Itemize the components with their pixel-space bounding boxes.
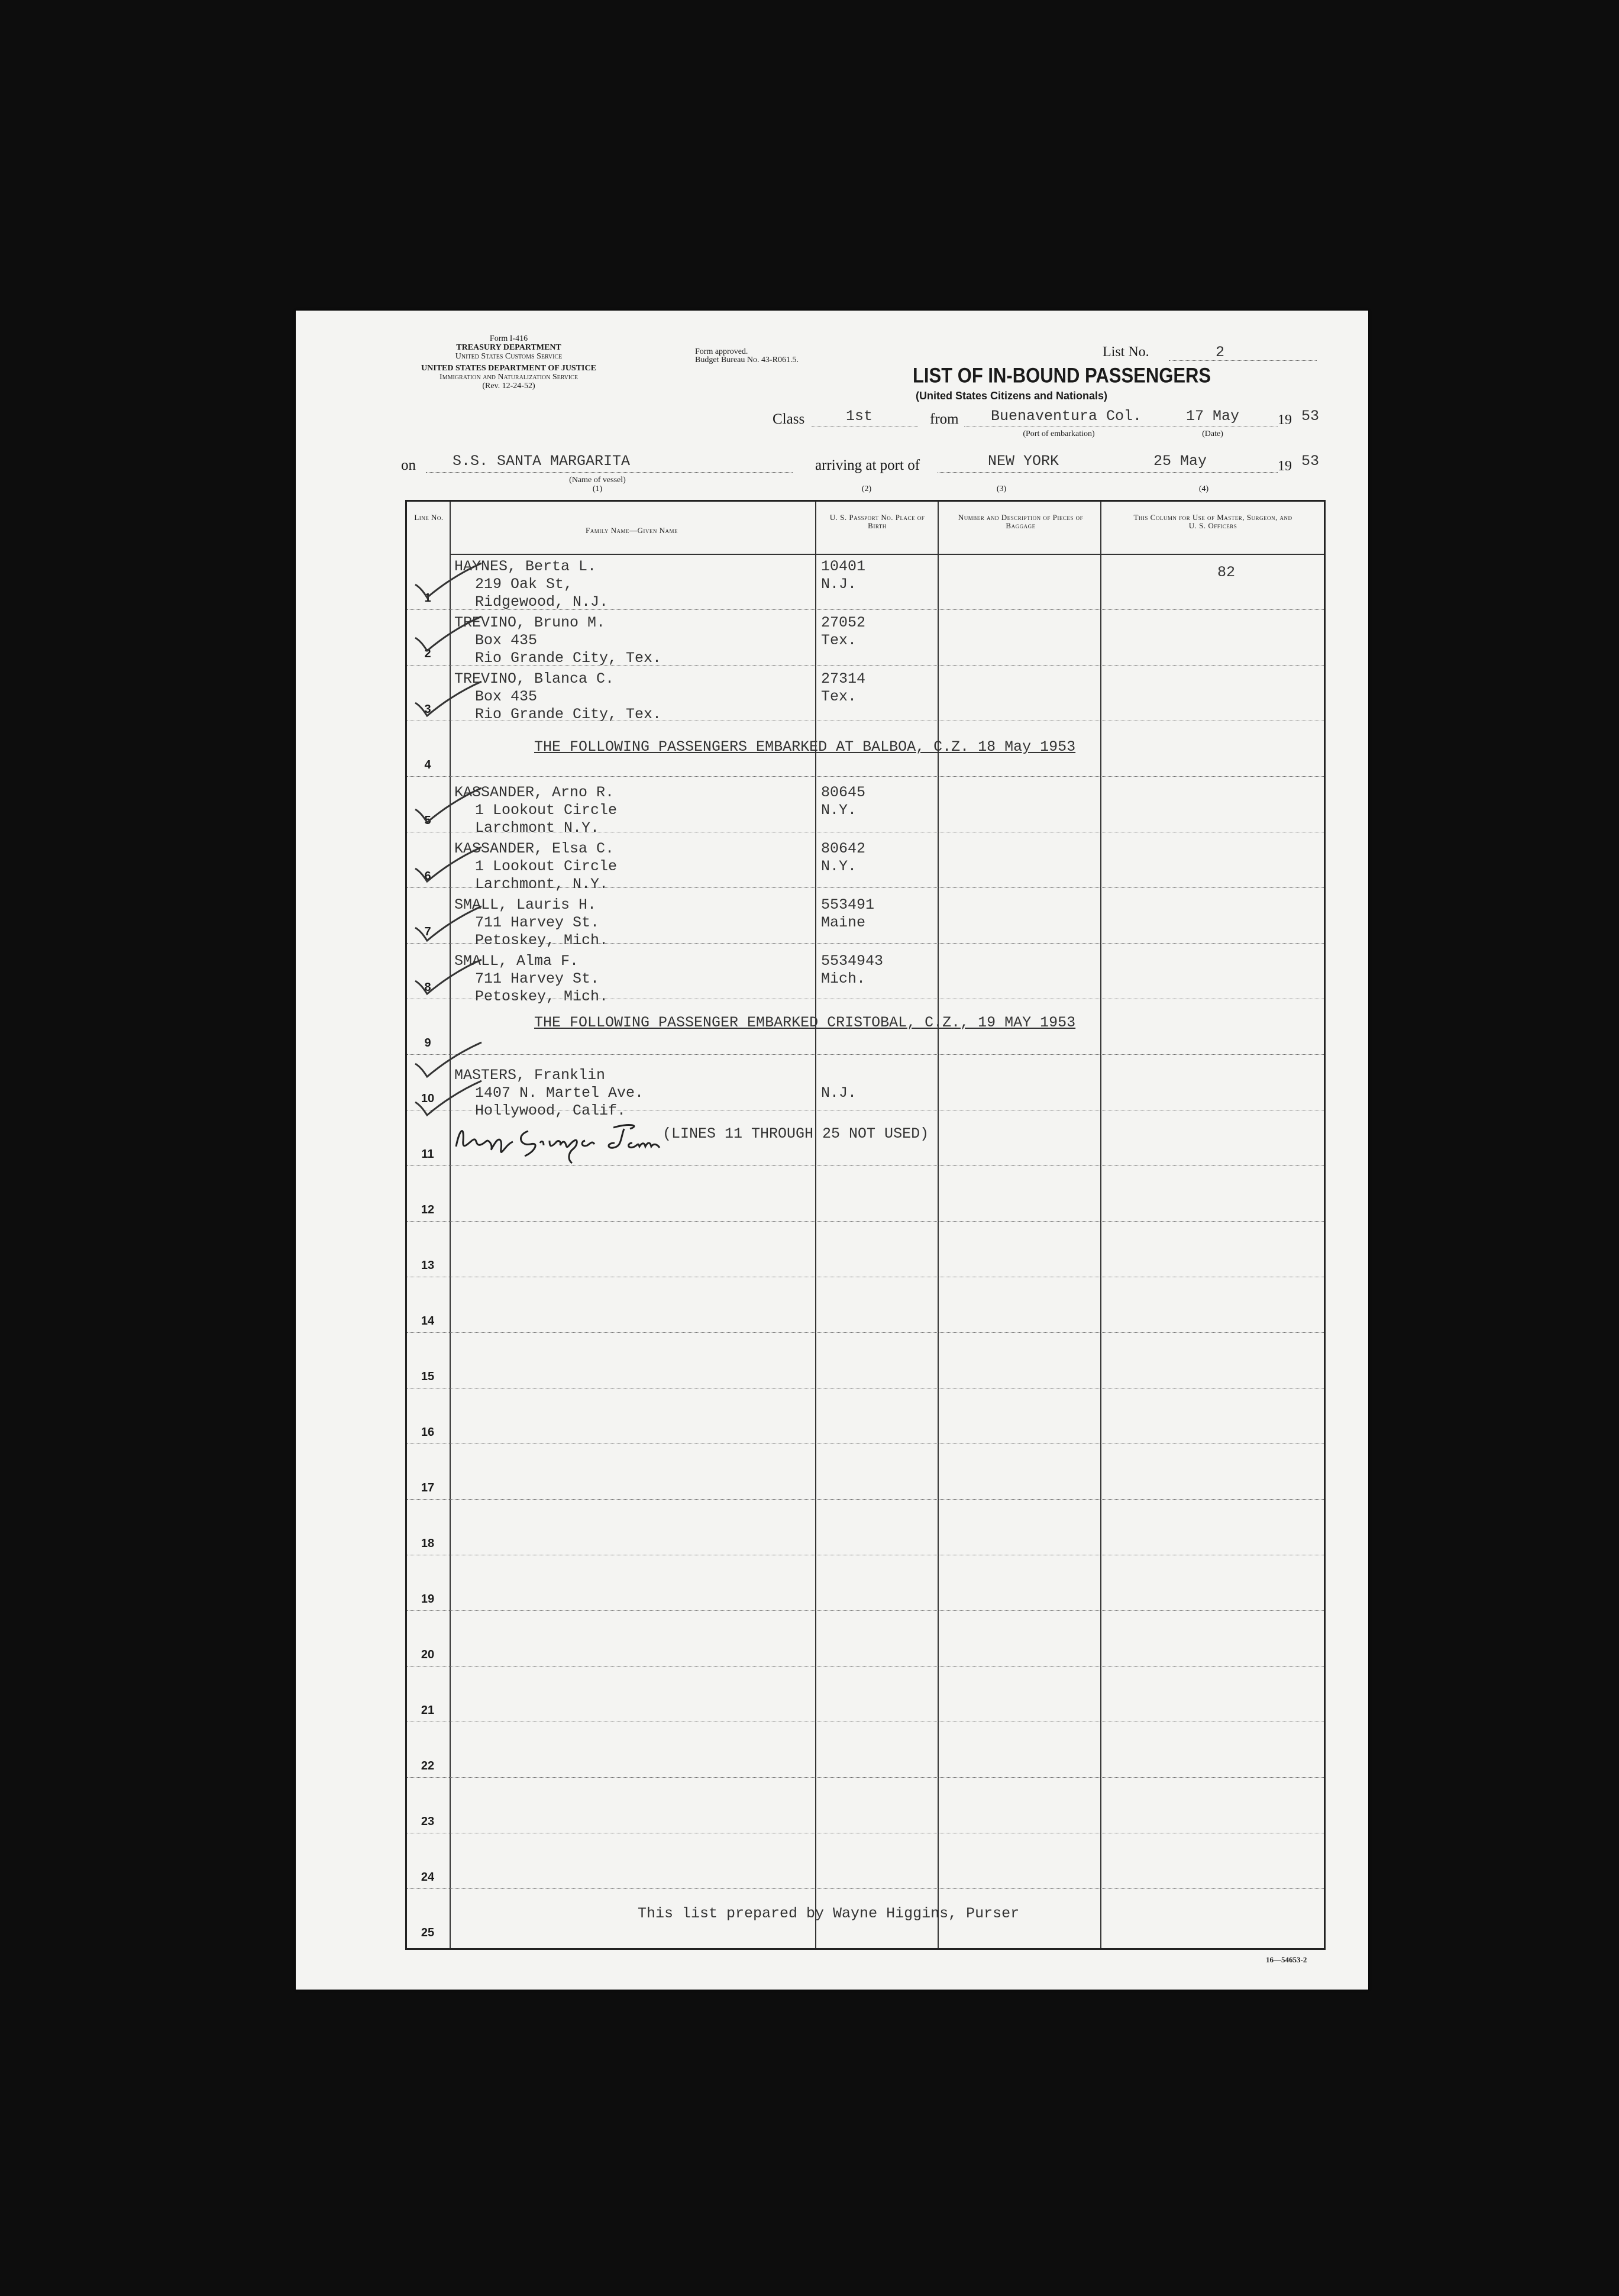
line-number: 13 <box>421 1259 435 1272</box>
row-divider <box>407 1499 1324 1500</box>
passport-number: 553491 <box>821 896 875 913</box>
line-number: 4 <box>424 758 431 771</box>
footer-code: 16—54653-2 <box>1266 1955 1307 1964</box>
from-year-prefix: 19 <box>1278 412 1292 428</box>
passenger-address-line2: Hollywood, Calif. <box>475 1102 626 1119</box>
row-divider <box>407 1332 1324 1333</box>
line-number: 14 <box>421 1315 435 1328</box>
place-of-birth: N.J. <box>821 576 857 593</box>
line-number: 11 <box>421 1148 434 1161</box>
check-mark <box>413 904 484 945</box>
line-number: 25 <box>421 1926 435 1939</box>
header-baggage: Number and Description of Pieces of Baggage <box>958 513 1084 530</box>
passenger-address-line1: 1 Lookout Circle <box>475 858 618 875</box>
arrival-year: 53 <box>1301 453 1320 470</box>
check-mark <box>413 1040 484 1081</box>
line-number: 24 <box>421 1871 435 1884</box>
header-rule <box>450 554 1324 555</box>
caption-4: (4) <box>1198 485 1209 493</box>
caption-1: (1) <box>592 485 603 493</box>
check-mark <box>413 786 484 827</box>
line-number: 7 <box>424 925 431 938</box>
passenger-name: KASSANDER, Elsa C. <box>454 840 615 857</box>
col-divider <box>938 502 939 1948</box>
lines-not-used: (LINES 11 THROUGH 25 NOT USED) <box>663 1125 929 1142</box>
check-mark <box>413 957 484 999</box>
passenger-name: TREVINO, Blanca C. <box>454 670 615 687</box>
officer-mark: 82 <box>1217 564 1236 581</box>
passenger-address-line2: Petoskey, Mich. <box>475 932 609 949</box>
row-divider <box>407 1888 1324 1889</box>
line-number: 2 <box>424 647 431 660</box>
line-number: 17 <box>421 1481 435 1494</box>
passenger-address-line2: Petoskey, Mich. <box>475 988 609 1005</box>
row-divider <box>407 776 1324 777</box>
passport-number: 10401 <box>821 558 866 575</box>
passenger-name: SMALL, Alma F. <box>454 952 579 970</box>
passenger-name: TREVINO, Bruno M. <box>454 614 606 631</box>
passenger-address-line1: 1 Lookout Circle <box>475 802 618 819</box>
treasury-department: TREASURY DEPARTMENT <box>456 343 561 352</box>
passport-number: 80645 <box>821 784 866 801</box>
passport-number: 27314 <box>821 670 866 687</box>
from-year: 53 <box>1301 408 1320 425</box>
class-value: 1st <box>846 408 873 425</box>
prepared-by: This list prepared by Wayne Higgins, Purser <box>638 1905 1020 1922</box>
row-divider <box>407 1666 1324 1667</box>
row-divider <box>407 1610 1324 1611</box>
line-number: 16 <box>421 1426 435 1439</box>
line-number: 12 <box>421 1203 435 1216</box>
place-of-birth: Tex. <box>821 632 857 649</box>
check-mark <box>413 561 484 602</box>
passport-number: 27052 <box>821 614 866 631</box>
place-of-birth: Mich. <box>821 970 866 987</box>
passport-number: 80642 <box>821 840 866 857</box>
header-officers: This Column for Use of Master, Surgeon, and U. S. Officers <box>1133 513 1292 530</box>
check-mark <box>413 845 484 886</box>
arrival-year-prefix: 19 <box>1278 458 1292 474</box>
header-line-no: Line No. <box>414 513 444 522</box>
vessel-line <box>426 472 793 473</box>
from-label: from <box>930 411 959 427</box>
class-label: Class <box>773 411 805 427</box>
caption-3: (3) <box>996 485 1007 493</box>
arrival-port: NEW YORK <box>988 453 1059 470</box>
list-no-label: List No. <box>1103 344 1149 360</box>
passenger-table <box>405 500 1326 1950</box>
justice-department: UNITED STATES DEPARTMENT OF JUSTICE <box>421 364 596 373</box>
form-subtitle: (United States Citizens and Nationals) <box>916 390 1108 402</box>
passenger-name: KASSANDER, Arno R. <box>454 784 615 801</box>
arriving-label: arriving at port of <box>815 457 920 473</box>
passenger-name: HAYNES, Berta L. <box>454 558 597 575</box>
date-caption: (Date) <box>1202 430 1223 438</box>
list-no-value: 2 <box>1216 344 1225 361</box>
passenger-address-line1: 711 Harvey St. <box>475 914 600 931</box>
row-divider <box>407 1777 1324 1778</box>
header-passport: U. S. Passport No. Place of Birth <box>829 513 925 530</box>
passenger-address-line2: Ridgewood, N.J. <box>475 593 609 611</box>
check-mark <box>413 614 484 655</box>
passenger-address-line1: 1407 N. Martel Ave. <box>475 1084 644 1102</box>
passenger-address-line1: 219 Oak St, <box>475 576 573 593</box>
from-port: Buenaventura Col. <box>991 408 1142 425</box>
check-mark <box>413 1078 484 1120</box>
inspector-signature <box>451 1117 670 1164</box>
line-number: 18 <box>421 1537 435 1550</box>
passenger-name: MASTERS, Franklin <box>454 1067 606 1084</box>
on-label: on <box>401 457 416 473</box>
col-divider <box>1100 502 1101 1948</box>
line-number: 19 <box>421 1593 435 1606</box>
form-title: LIST OF IN-BOUND PASSENGERS <box>913 363 1211 387</box>
customs-service: United States Customs Service <box>455 352 563 361</box>
passenger-address-line2: Larchmont, N.Y. <box>475 876 609 893</box>
passenger-address-line1: 711 Harvey St. <box>475 970 600 987</box>
line-number: 23 <box>421 1815 435 1828</box>
passenger-address-line1: Box 435 <box>475 632 538 649</box>
header-name: Family Name—Given Name <box>586 526 678 535</box>
passport-number: 5534943 <box>821 952 884 970</box>
place-of-birth: Maine <box>821 914 866 931</box>
line-number: 5 <box>424 814 431 827</box>
row-divider <box>407 1054 1324 1055</box>
passenger-address-line2: Rio Grande City, Tex. <box>475 650 662 667</box>
row-divider <box>407 1221 1324 1222</box>
immigration-service: Immigration and Naturalization Service <box>440 373 578 382</box>
line-number: 22 <box>421 1759 435 1772</box>
row-divider <box>407 1165 1324 1166</box>
place-of-birth: N.J. <box>821 1084 857 1102</box>
caption-2: (2) <box>861 485 872 493</box>
manifest-page <box>296 311 1368 1990</box>
line-number: 8 <box>424 981 431 994</box>
line-number: 10 <box>421 1092 435 1105</box>
line-number: 20 <box>421 1648 435 1661</box>
place-of-birth: Tex. <box>821 688 857 705</box>
passenger-address-line2: Rio Grande City, Tex. <box>475 706 662 723</box>
place-of-birth: N.Y. <box>821 858 857 875</box>
vessel-caption: (Name of vessel) <box>569 476 626 485</box>
line-number: 15 <box>421 1370 435 1383</box>
form-approved: Form approved. <box>695 347 748 356</box>
col-divider <box>815 502 816 1948</box>
balboa-note: THE FOLLOWING PASSENGERS EMBARKED AT BALBOA, C.Z. 18 May 1953 <box>534 738 1076 755</box>
line-number: 6 <box>424 870 431 883</box>
form-number: Form I-416 <box>489 334 528 343</box>
line-number: 9 <box>424 1036 431 1049</box>
passenger-name: SMALL, Lauris H. <box>454 896 597 913</box>
arrival-date: 25 May <box>1153 453 1207 470</box>
list-no-line <box>1169 360 1317 361</box>
cristobal-note: THE FOLLOWING PASSENGER EMBARKED CRISTOBAL, C.Z., 19 MAY 1953 <box>534 1014 1076 1031</box>
line-number: 21 <box>421 1704 435 1717</box>
port-line <box>938 472 1278 473</box>
check-mark <box>413 679 484 721</box>
line-number: 1 <box>424 592 431 605</box>
line-number: 3 <box>424 703 431 716</box>
from-date: 17 May <box>1186 408 1240 425</box>
budget-bureau: Budget Bureau No. 43-R061.5. <box>695 356 799 364</box>
passenger-address-line2: Larchmont N.Y. <box>475 819 600 837</box>
passenger-address-line1: Box 435 <box>475 688 538 705</box>
port-of-embarkation-caption: (Port of embarkation) <box>1023 430 1095 438</box>
place-of-birth: N.Y. <box>821 802 857 819</box>
vessel-name: S.S. SANTA MARGARITA <box>453 453 631 470</box>
form-revision: (Rev. 12-24-52) <box>482 382 535 390</box>
